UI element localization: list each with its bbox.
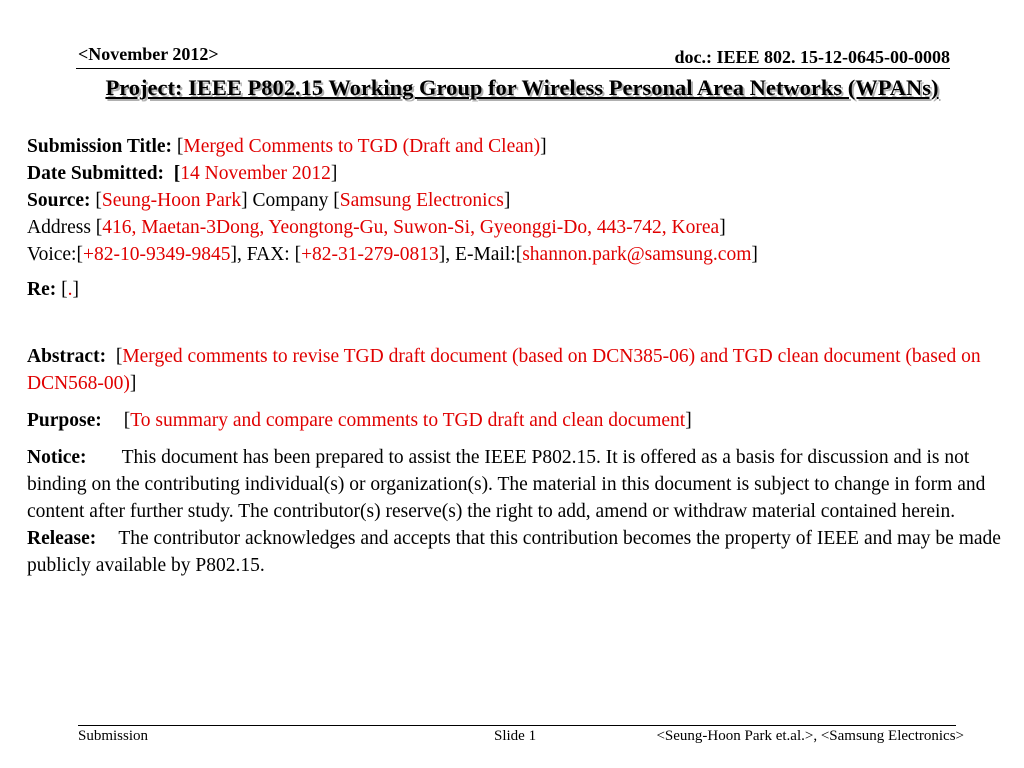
fax-value: +82-31-279-0813 [301,244,439,265]
notice-label: Notice: [27,447,87,468]
date-label: Date Submitted: [27,163,165,184]
footer-rule [78,725,956,726]
header-doc-id: doc.: IEEE 802. 15-12-0645-00-0008 [674,47,950,67]
purpose-value: To summary and compare comments to TGD draft and clean document [130,410,686,431]
date-value: 14 November 2012 [180,163,331,184]
submission-content [27,133,1017,579]
purpose-label: Purpose: [27,410,102,431]
release-text: The contributor acknowledges and accepts that this contribution becomes the property of IEEE and may be made publicly available by P802.15. [27,528,1001,576]
submission-title-label: Submission Title: [27,136,173,157]
purpose-paragraph: Purpose: [To summary and compare comments to TGD draft and clean document] [27,410,692,431]
footer-slide-number: Slide 1 [494,728,537,744]
source-line: Source: [Seung-Hoon Park] Company [Samsung Electronics] [27,190,511,211]
notice-paragraph [27,444,1017,525]
submission-title-line: Submission Title: [Merged Comments to TGD (Draft and Clean)] [27,136,547,157]
company-value: Samsung Electronics [339,190,504,211]
re-value: . [67,279,73,300]
fax-label: FAX: [246,244,290,265]
footer-submission: Submission [78,728,149,744]
address-value: 416, Maetan-3Dong, Yeongtong-Gu, Suwon-Si, Gyeonggi-Do, 443-742, Korea [102,217,720,238]
abstract-value: Merged comments to revise TGD draft document (based on DCN385-06) and TGD clean document (based on DCN568-00) [27,346,981,394]
address-line: Address [416, Maetan-3Dong, Yeongtong-Gu, Suwon-Si, Gyeonggi-Do, 443-742, Korea] [27,217,726,238]
contact-line: Voice:[+82-10-9349-9845], FAX: [+82-31-279-0813], E-Mail:[shannon.park@samsung.com] [27,244,758,265]
voice-value: +82-10-9349-9845 [82,244,231,265]
footer-authors: <Seung-Hoon Park et.al.>, <Samsung Electronics> [656,728,964,744]
abstract-paragraph: Abstract: [Merged comments to revise TGD draft document (based on DCN385-06) and TGD clean document (based on DCN568-00)] [27,346,981,394]
notice-text: This document has been prepared to assist the IEEE P802.15. It is offered as a basis for discussion and is not binding on the contributing individual(s) or organization(s). The material in this document is subject to change in form and content after further study. The contributor(s) reserve(s) the right to add, amend or withdraw material contained herein. [27,447,986,522]
re-line: Re: [.] [27,279,79,300]
submission-title-value: Merged Comments to TGD (Draft and Clean) [183,136,541,157]
source-label: Source: [27,190,91,211]
header-rule [76,68,950,69]
source-value: Seung-Hoon Park [101,190,242,211]
release-paragraph [27,525,1017,579]
date-line: Date Submitted: [14 November 2012] [27,163,338,184]
company-label: Company [252,190,329,211]
address-label: Address [27,217,91,238]
email-value: shannon.park@samsung.com [522,244,752,265]
header-date: <November 2012> [78,44,219,64]
voice-label: Voice: [27,244,77,265]
page-title: Project: IEEE P802.15 Working Group for Wireless Personal Area Networks (WPANs) [105,75,939,100]
email-label: E-Mail: [455,244,516,265]
release-label: Release: [27,528,97,549]
abstract-label: Abstract: [27,346,107,367]
re-label: Re: [27,279,57,300]
